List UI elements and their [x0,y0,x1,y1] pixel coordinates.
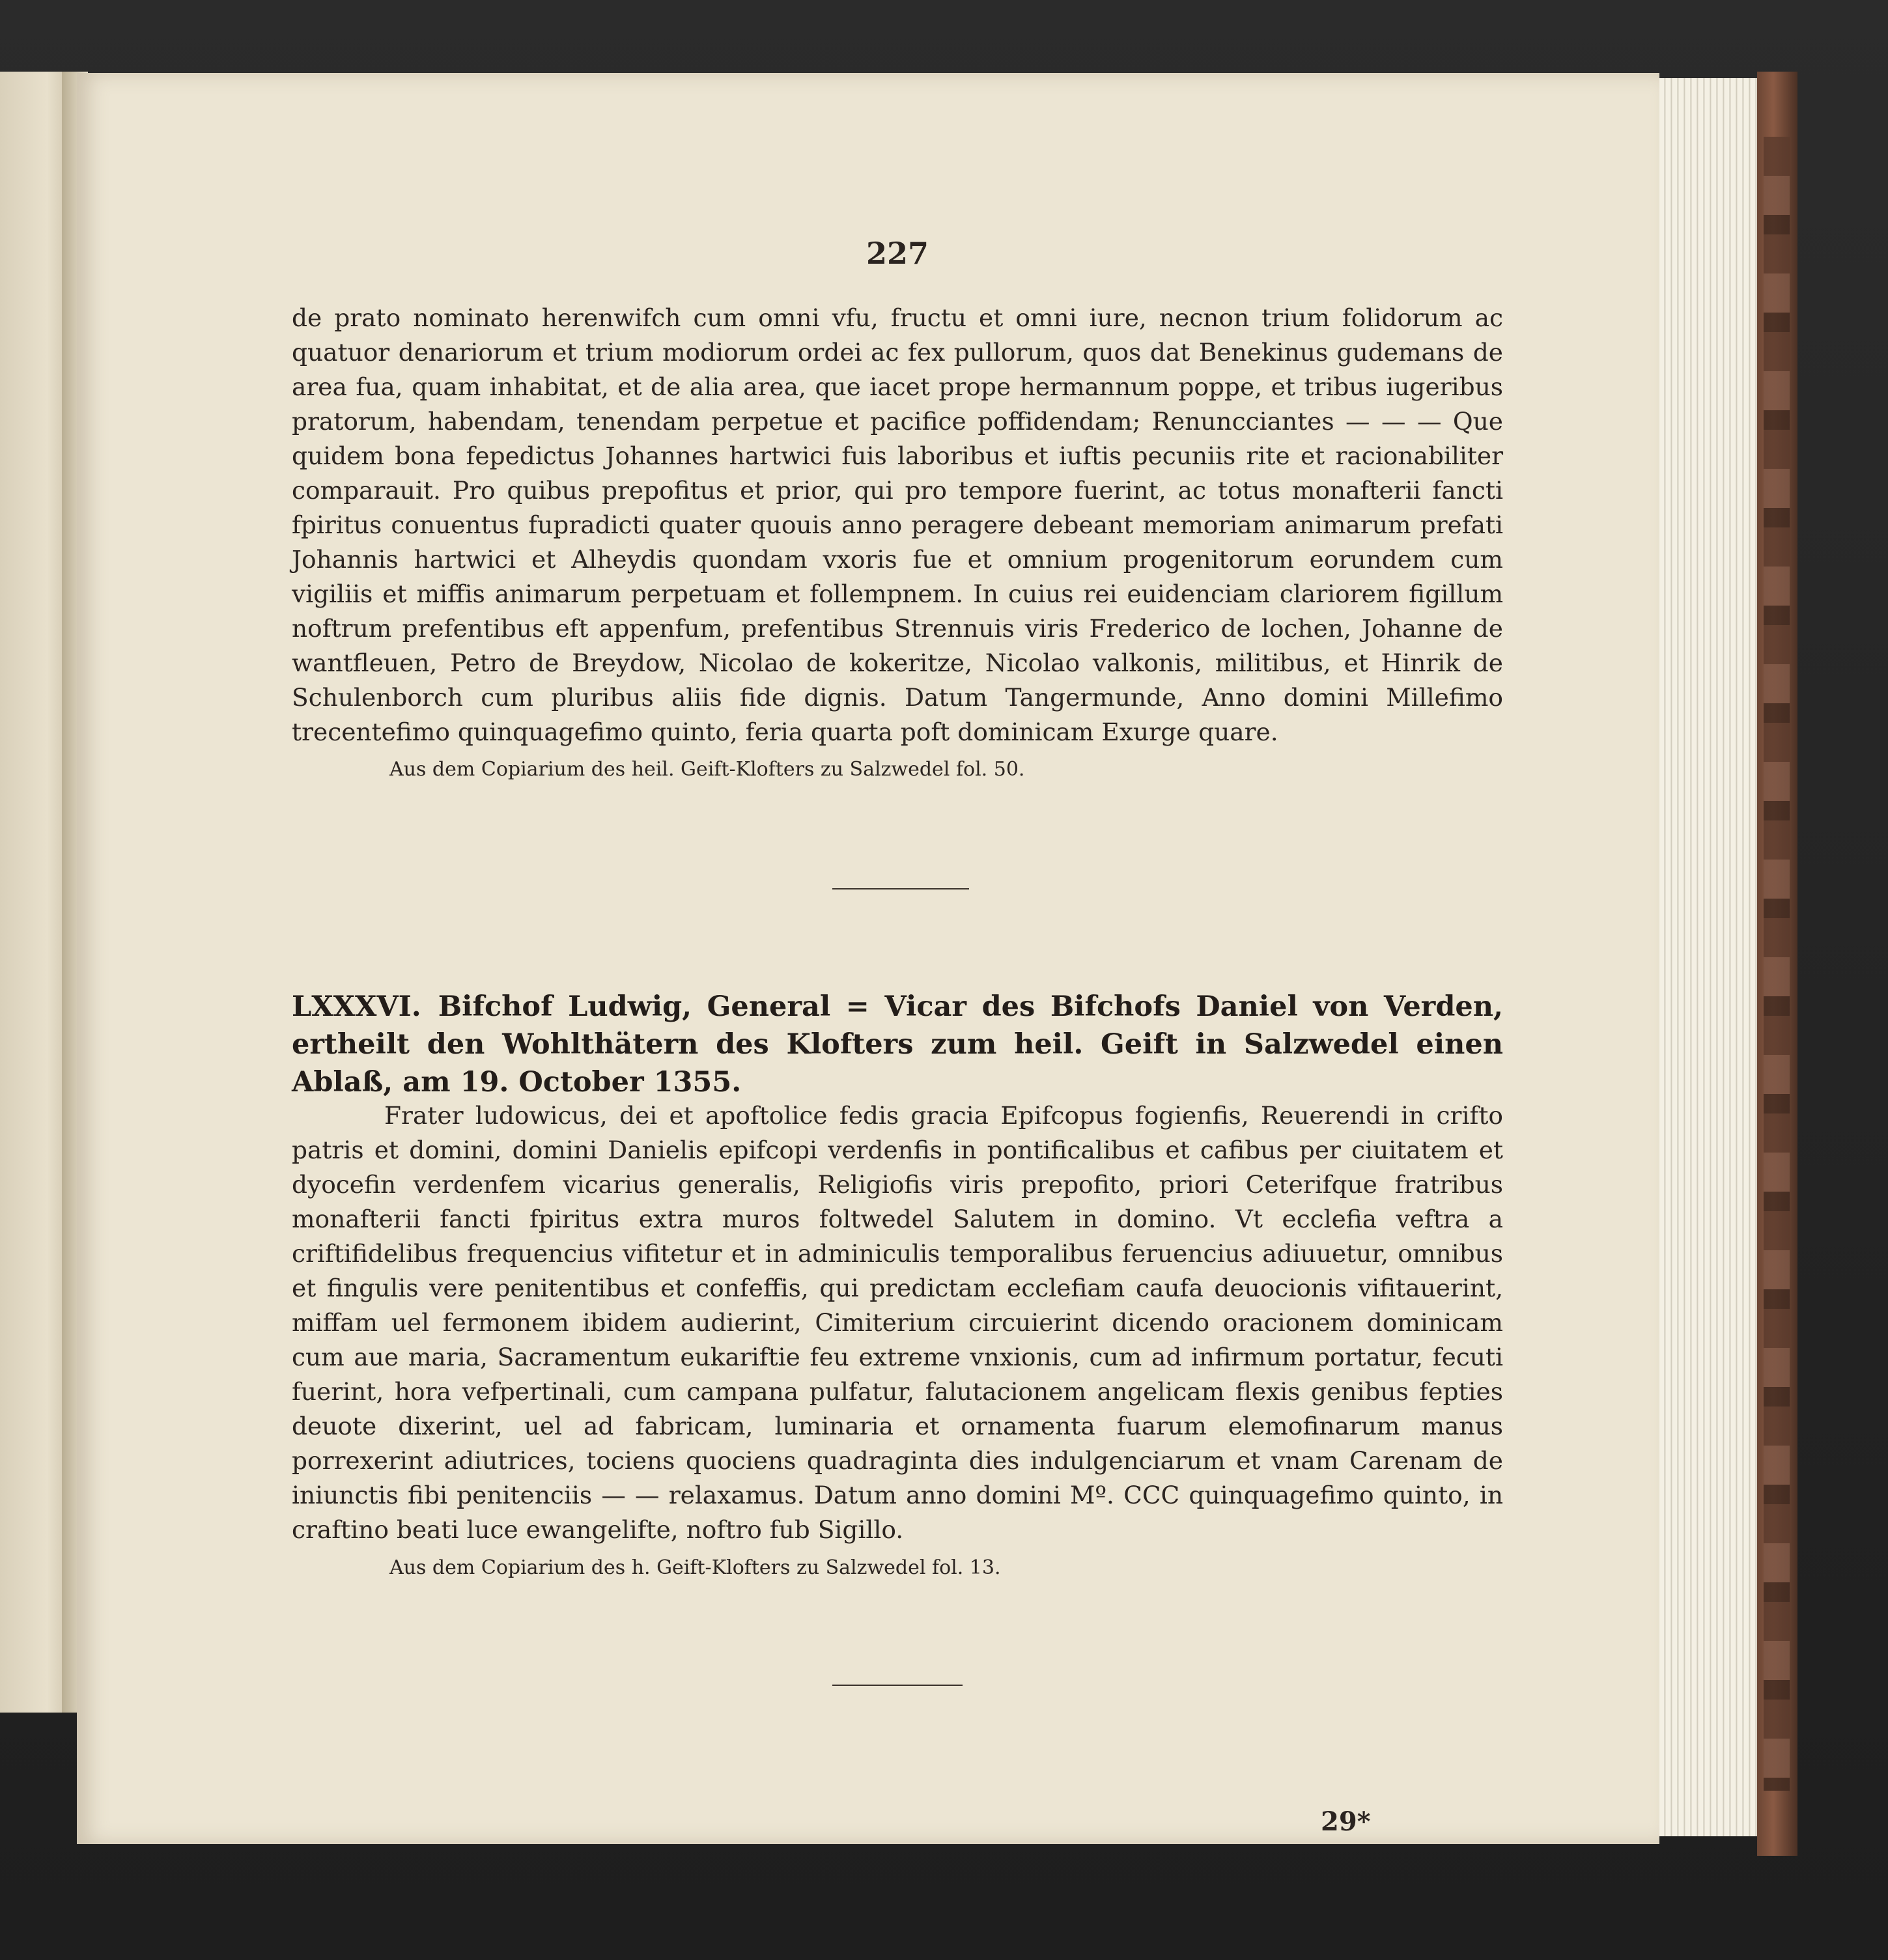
book-spine [1757,72,1797,1856]
document-heading [292,988,1503,1101]
source-citation: Aus dem Copiarium des heil. Geift-Klofters zu Salzwedel fol. 50. [389,758,1025,781]
section-divider [832,888,969,889]
page-edges [1659,78,1757,1836]
signature-mark: 29* [1321,1806,1371,1837]
section-divider-2 [832,1685,963,1686]
continuation-paragraph: de prato nominato herenwifch cum omni vfu, fructu et omni iure, necnon trium folidorum ac quatuor denariorum et trium modiorum ordei ac fex pullorum, quos dat Benekinus gudemans de area fua, quam inhabitat, et de alia area, que iacet prope hermannum poppe, et tribus iugeribus pratorum, habendam, tenendam perpetue et pacifice poffidendam; Renuncciantes — — — Que quidem bona fepedictus Johannes hartwici fuis laboribus et iuftis pecuniis rite et racionabiliter comparauit. Pro quibus prepofitus et prior, qui pro tempore fuerint, ac totus monafterii fancti fpiritus conuentus fupradicti quater quouis anno peragere debeant memoriam animarum prefati Johannis hartwici et Alheydis quondam vxoris fue et omnium progenitorum eorundem cum vigiliis et miffis animarum perpetuam et follempnem. In cuius rei euidenciam clariorem figillum noftrum prefentibus eft appenfum, prefentibus Strennuis viris Frederico de lochen, Johanne de wantfleuen, Petro de Breydow, Nicolao de kokeritze, Nicolao valkonis, militibus, et Hinrik de Schulenborch cum pluribus aliis fide dignis. Datum Tangermunde, Anno domini Millefimo trecentefimo quinquagefimo quinto, feria quarta poft dominicam Exurge quare. [292,303,1503,746]
document-body: Frater ludowicus, dei et apoftolice fedis gracia Epifcopus fogienfis, Reuerendi in crifto patris et domini, domini Danielis epifcopi verdenfis in pontificalibus et cafibus per ciuitatem et dyocefin verdenfem vicarius generalis, Religiofis viris prepofito, priori Ceterifque fratribus monafterii fancti fpiritus extra muros foltwedel Salutem in domino. Vt ecclefia veftra a criftifidelibus frequencius vifitetur et in adminiculis temporalibus feruencius adiuuetur, omnibus et fingulis vere penitentibus et confeffis, qui predictam ecclefiam caufa deuocionis vifitauerint, miffam uel fermonem ibidem audierint, Cimiterium circuierint dicendo oracionem dominicam cum aue maria, Sacramentum eukariftie feu extreme vnxionis, cum ad infirmum portatur, fecuti fuerint, hora vefpertinali, cum campana pulfatur, falutacionem angelicam flexis genibus fepties deuote dixerint, uel ad fabricam, luminaria et ornamenta fuarum elemofinarum manus porrexerint adiutrices, tociens quociens quadraginta dies indulgenciarum et vnam Carenam de iniunctis fibi penitenciis — — relaxamus. Datum anno domini Mº. CCC quinquagefimo quinto, in craftino beati luce ewangelifte, noftro fub Sigillo. [292,1101,1503,1544]
source-citation-2: Aus dem Copiarium des h. Geift-Klofters zu Salzwedel fol. 13. [389,1556,1001,1579]
page-number: 227 [866,236,929,271]
book-page [77,73,1659,1844]
document-number: LXXXVI. [292,990,421,1023]
document-title: Bifchof Ludwig, General = Vicar des Bifchofs Daniel von Verden, ertheilt den Wohlthätern des Klofters zum heil. Geift in Salzwedel einen Ablaß, am 19. October 1355. [292,990,1503,1099]
